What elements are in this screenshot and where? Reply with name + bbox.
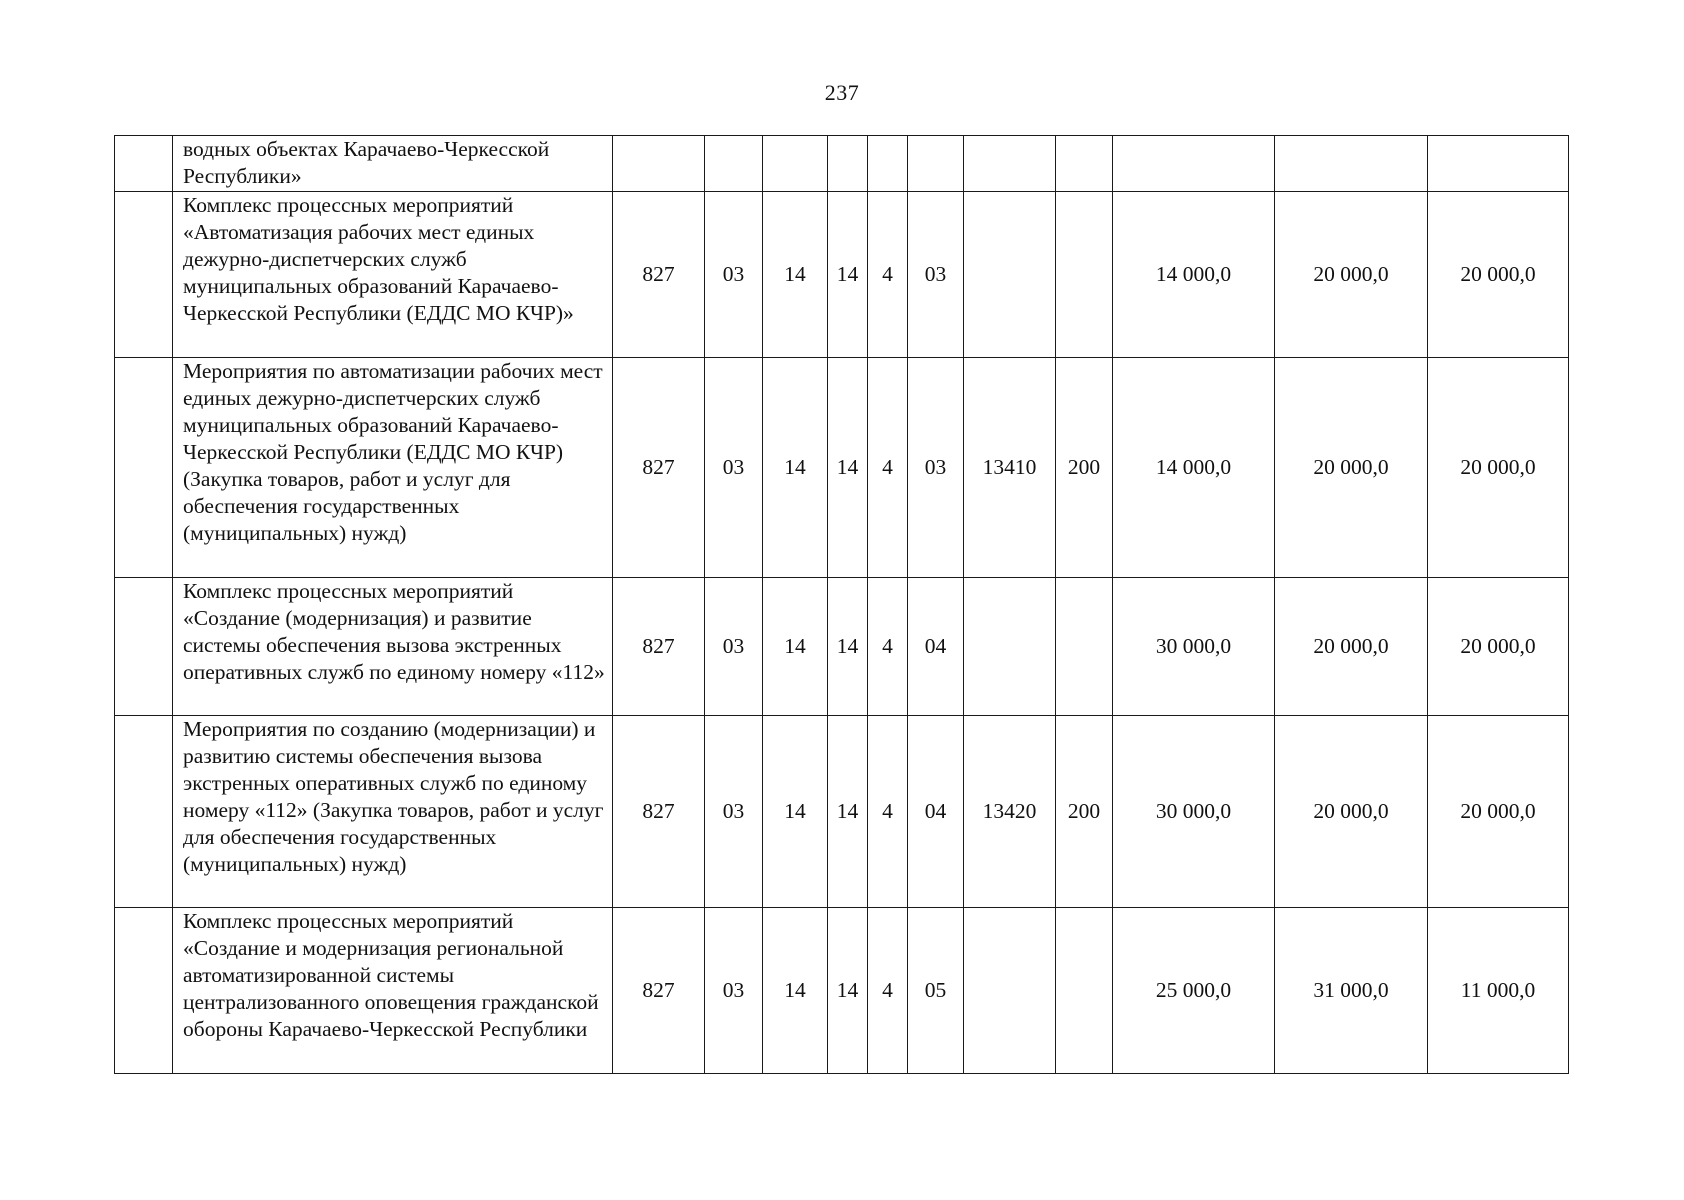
cell-amount-year3: 20 000,0 <box>1428 358 1569 578</box>
cell-amount-year2: 20 000,0 <box>1275 358 1428 578</box>
cell-cs-type: 4 <box>868 358 908 578</box>
cell-cs-program: 14 <box>828 716 868 908</box>
cell-index <box>115 716 173 908</box>
cell-gr: 827 <box>613 358 705 578</box>
cell-vr: 200 <box>1056 716 1113 908</box>
cell-rz <box>705 136 763 192</box>
table-row <box>115 358 1569 578</box>
cell-pr: 14 <box>763 192 828 358</box>
cell-cs-element <box>908 136 964 192</box>
cell-amount-year3: 20 000,0 <box>1428 716 1569 908</box>
cell-amount-year2: 20 000,0 <box>1275 192 1428 358</box>
cell-vr <box>1056 578 1113 716</box>
cell-pr <box>763 136 828 192</box>
cell-amount-year3 <box>1428 136 1569 192</box>
table-row <box>115 192 1569 358</box>
cell-index <box>115 358 173 578</box>
table-row <box>115 136 1569 192</box>
cell-amount-year1 <box>1113 136 1275 192</box>
budget-table <box>114 135 1569 1074</box>
cell-amount-year1: 30 000,0 <box>1113 578 1275 716</box>
cell-description: Мероприятия по созданию (модернизации) и развитию системы обеспечения вызова экстренных оперативных служб по единому номеру «112» (Закупка товаров, работ и услуг для обеспечения государственных (муниципальных) нужд) <box>173 716 613 908</box>
cell-description: водных объектах Карачаево-Черкесской Республики» <box>173 136 613 192</box>
cell-cs-type: 4 <box>868 192 908 358</box>
cell-gr: 827 <box>613 908 705 1074</box>
cell-pr: 14 <box>763 358 828 578</box>
cell-rz: 03 <box>705 192 763 358</box>
cell-index <box>115 192 173 358</box>
cell-amount-year2 <box>1275 136 1428 192</box>
cell-cs-program <box>828 136 868 192</box>
cell-cs-program: 14 <box>828 908 868 1074</box>
cell-amount-year1: 25 000,0 <box>1113 908 1275 1074</box>
cell-amount-year2: 31 000,0 <box>1275 908 1428 1074</box>
cell-cs-type: 4 <box>868 578 908 716</box>
cell-cs-program: 14 <box>828 578 868 716</box>
cell-cs-program: 14 <box>828 358 868 578</box>
page-number: 237 <box>824 80 860 105</box>
cell-cs-element: 04 <box>908 716 964 908</box>
cell-rz: 03 <box>705 716 763 908</box>
cell-gr: 827 <box>613 192 705 358</box>
cell-amount-year1: 14 000,0 <box>1113 192 1275 358</box>
cell-cs-direction: 13410 <box>964 358 1056 578</box>
cell-description: Комплекс процессных мероприятий «Создание (модернизация) и развитие системы обеспечения вызова экстренных оперативных служб по единому номеру «112» <box>173 578 613 716</box>
cell-index <box>115 578 173 716</box>
cell-amount-year3: 20 000,0 <box>1428 578 1569 716</box>
cell-cs-element: 04 <box>908 578 964 716</box>
cell-cs-direction <box>964 136 1056 192</box>
cell-gr: 827 <box>613 716 705 908</box>
cell-vr <box>1056 908 1113 1074</box>
cell-index <box>115 136 173 192</box>
table-row <box>115 578 1569 716</box>
cell-amount-year3: 20 000,0 <box>1428 192 1569 358</box>
cell-cs-type: 4 <box>868 908 908 1074</box>
cell-pr: 14 <box>763 716 828 908</box>
cell-description: Мероприятия по автоматизации рабочих мест единых дежурно-диспетчерских служб муниципальных образований Карачаево-Черкесской Республики (ЕДДС МО КЧР) (Закупка товаров, работ и услуг для обеспечения государственных (муниципальных) нужд) <box>173 358 613 578</box>
cell-vr <box>1056 192 1113 358</box>
cell-cs-type <box>868 136 908 192</box>
cell-amount-year3: 11 000,0 <box>1428 908 1569 1074</box>
table-row <box>115 908 1569 1074</box>
cell-gr: 827 <box>613 578 705 716</box>
cell-amount-year2: 20 000,0 <box>1275 578 1428 716</box>
cell-description: Комплекс процессных мероприятий «Автоматизация рабочих мест единых дежурно-диспетчерских служб муниципальных образований Карачаево-Черкесской Республики (ЕДДС МО КЧР)» <box>173 192 613 358</box>
cell-rz: 03 <box>705 908 763 1074</box>
cell-rz: 03 <box>705 578 763 716</box>
cell-pr: 14 <box>763 578 828 716</box>
cell-cs-type: 4 <box>868 716 908 908</box>
cell-cs-element: 03 <box>908 192 964 358</box>
cell-vr: 200 <box>1056 358 1113 578</box>
cell-amount-year1: 30 000,0 <box>1113 716 1275 908</box>
cell-cs-direction: 13420 <box>964 716 1056 908</box>
table-row <box>115 716 1569 908</box>
cell-cs-direction <box>964 908 1056 1074</box>
cell-cs-direction <box>964 578 1056 716</box>
cell-gr <box>613 136 705 192</box>
cell-rz: 03 <box>705 358 763 578</box>
cell-amount-year1: 14 000,0 <box>1113 358 1275 578</box>
cell-amount-year2: 20 000,0 <box>1275 716 1428 908</box>
cell-cs-direction <box>964 192 1056 358</box>
cell-cs-program: 14 <box>828 192 868 358</box>
cell-vr <box>1056 136 1113 192</box>
cell-description: Комплекс процессных мероприятий «Создание и модернизация региональной автоматизированной системы централизованного оповещения гражданской обороны Карачаево-Черкесской Республики <box>173 908 613 1074</box>
cell-pr: 14 <box>763 908 828 1074</box>
cell-cs-element: 03 <box>908 358 964 578</box>
cell-index <box>115 908 173 1074</box>
cell-cs-element: 05 <box>908 908 964 1074</box>
